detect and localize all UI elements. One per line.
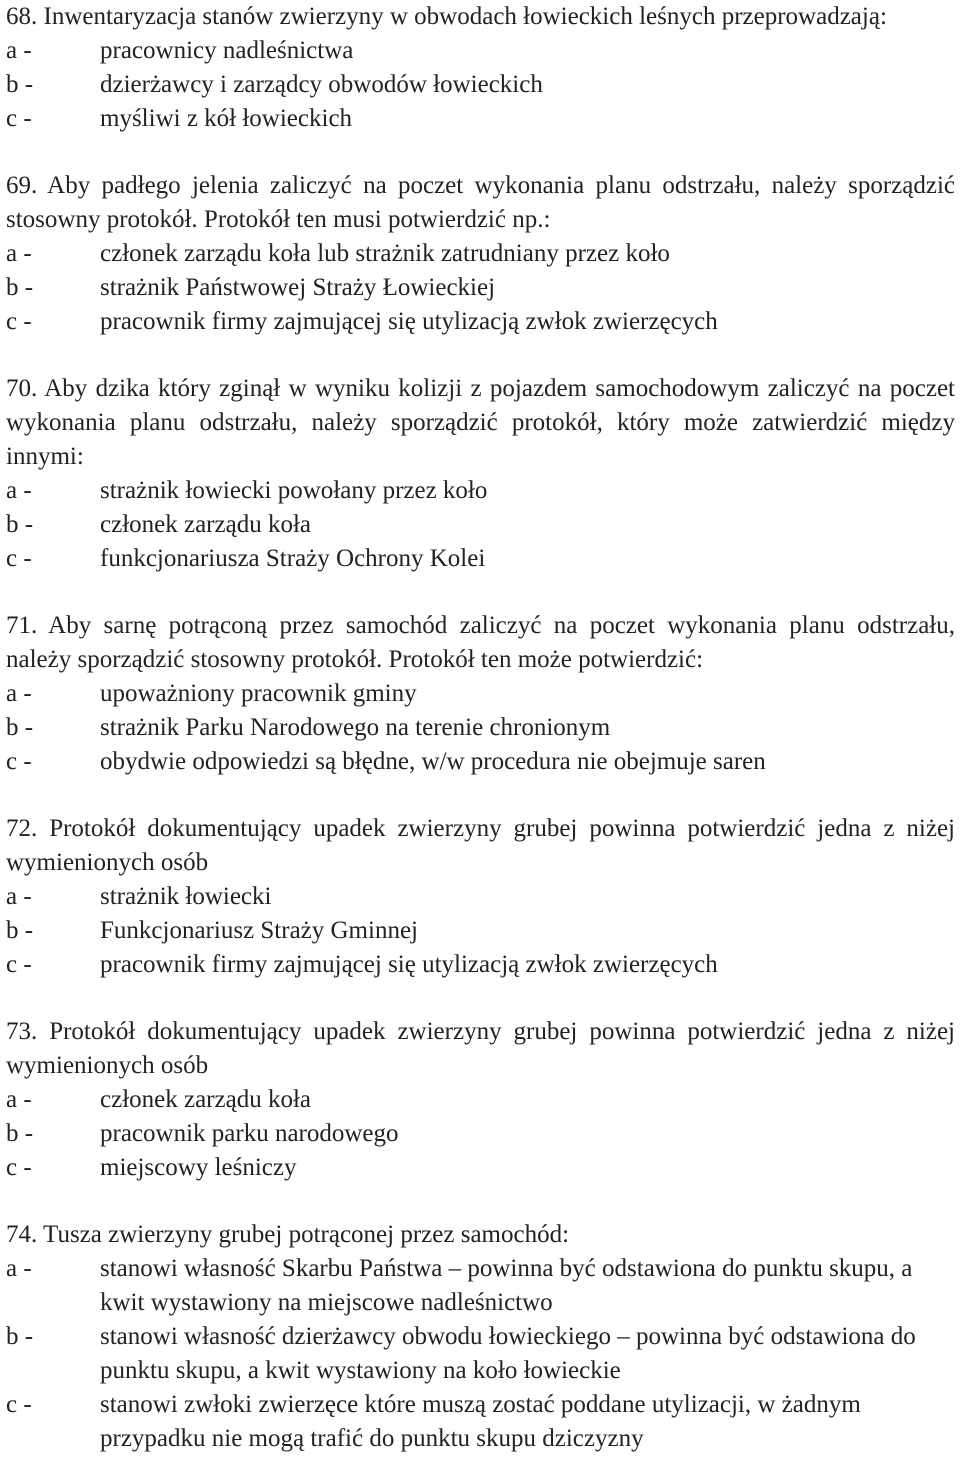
question-74: [6, 1218, 955, 1456]
answer-option-a: [6, 237, 955, 271]
answer-option-c: [6, 305, 955, 339]
option-text: stanowi zwłoki zwierzęce które muszą zostać poddane utylizacji, w żadnym przypadku nie mogą trafić do punktu skupu dziczyzny: [100, 1391, 861, 1452]
answer-option-a: [6, 1252, 955, 1320]
question-stem: 72. Protokół dokumentujący upadek zwierzyny grubej powinna potwierdzić jedna z niżej wymienionych osób: [6, 815, 955, 876]
option-letter: c -: [6, 1391, 32, 1418]
option-text: funkcjonariusza Straży Ochrony Kolei: [100, 545, 486, 572]
question-stem: 68. Inwentaryzacja stanów zwierzyny w obwodach łowieckich leśnych przeprowadzają:: [6, 3, 887, 30]
question-stem: 69. Aby padłego jelenia zaliczyć na poczet wykonania planu odstrzału, należy sporządzić stosowny protokół. Protokół ten musi potwierdzić np.:: [6, 172, 955, 233]
answer-list: [6, 880, 955, 982]
answer-option-c: [6, 948, 955, 982]
answer-option-c: [6, 1151, 955, 1185]
question-71: [6, 609, 955, 779]
option-text: stanowi własność Skarbu Państwa – powinna być odstawiona do punktu skupu, a kwit wystawiony na miejscowe nadleśnictwo: [100, 1255, 913, 1316]
answer-list: [6, 1252, 955, 1456]
option-letter: b -: [6, 714, 34, 741]
question-72: [6, 812, 955, 982]
answer-option-b: [6, 1320, 955, 1388]
answer-option-a: [6, 34, 955, 68]
question-stem: 74. Tusza zwierzyny grubej potrąconej przez samochód:: [6, 1221, 570, 1248]
answer-option-a: [6, 474, 955, 508]
option-letter: b -: [6, 1120, 34, 1147]
answer-option-a: [6, 677, 955, 711]
option-letter: b -: [6, 511, 34, 538]
question-70: [6, 372, 955, 576]
option-text: pracownik parku narodowego: [100, 1120, 399, 1147]
answer-option-b: [6, 1117, 955, 1151]
option-text: członek zarządu koła: [100, 1086, 311, 1113]
option-text: pracownik firmy zajmującej się utylizacją zwłok zwierzęcych: [100, 308, 718, 335]
option-letter: b -: [6, 917, 34, 944]
option-letter: a -: [6, 37, 32, 64]
answer-list: [6, 34, 955, 136]
answer-option-c: [6, 1388, 955, 1456]
option-letter: a -: [6, 240, 32, 267]
question-stem: 73. Protokół dokumentujący upadek zwierzyny grubej powinna potwierdzić jedna z niżej wymienionych osób: [6, 1018, 955, 1079]
answer-list: [6, 677, 955, 779]
option-text: miejscowy leśniczy: [100, 1154, 297, 1181]
option-text: strażnik łowiecki powołany przez koło: [100, 477, 488, 504]
option-text: pracownik firmy zajmującej się utylizacją zwłok zwierzęcych: [100, 951, 718, 978]
option-letter: c -: [6, 105, 32, 132]
option-text: strażnik łowiecki: [100, 883, 272, 910]
option-letter: c -: [6, 308, 32, 335]
question-68: [6, 0, 955, 136]
option-letter: a -: [6, 1086, 32, 1113]
option-text: strażnik Parku Narodowego na terenie chronionym: [100, 714, 611, 741]
answer-list: [6, 237, 955, 339]
question-spacer: [6, 779, 955, 812]
option-letter: a -: [6, 680, 32, 707]
answer-option-a: [6, 880, 955, 914]
option-letter: b -: [6, 71, 34, 98]
option-text: dzierżawcy i zarządcy obwodów łowieckich: [100, 71, 543, 98]
answer-option-a: [6, 1083, 955, 1117]
option-text: członek zarządu koła lub strażnik zatrudniany przez koło: [100, 240, 670, 267]
question-spacer: [6, 1185, 955, 1218]
answer-option-c: [6, 102, 955, 136]
option-text: stanowi własność dzierżawcy obwodu łowieckiego – powinna być odstawiona do punktu skupu, a kwit wystawiony na koło łowieckie: [100, 1323, 916, 1384]
question-stem: 71. Aby sarnę potrąconą przez samochód zaliczyć na poczet wykonania planu odstrzału, należy sporządzić stosowny protokół. Protokół ten może potwierdzić:: [6, 612, 955, 673]
answer-option-b: [6, 914, 955, 948]
answer-option-b: [6, 271, 955, 305]
question-spacer: [6, 136, 955, 169]
option-text: członek zarządu koła: [100, 511, 311, 538]
answer-list: [6, 1083, 955, 1185]
option-letter: c -: [6, 748, 32, 775]
option-text: upoważniony pracownik gminy: [100, 680, 417, 707]
option-letter: a -: [6, 883, 32, 910]
question-73: [6, 1015, 955, 1185]
option-letter: a -: [6, 477, 32, 504]
option-text: strażnik Państwowej Straży Łowieckiej: [100, 274, 496, 301]
answer-option-c: [6, 745, 955, 779]
answer-option-b: [6, 711, 955, 745]
answer-list: [6, 474, 955, 576]
option-text: pracownicy nadleśnictwa: [100, 37, 354, 64]
option-letter: a -: [6, 1255, 32, 1282]
option-letter: b -: [6, 274, 34, 301]
option-letter: b -: [6, 1323, 34, 1350]
option-letter: c -: [6, 1154, 32, 1181]
option-text: obydwie odpowiedzi są błędne, w/w procedura nie obejmuje saren: [100, 748, 766, 775]
question-spacer: [6, 576, 955, 609]
option-letter: c -: [6, 545, 32, 572]
answer-option-b: [6, 68, 955, 102]
option-text: Funkcjonariusz Straży Gminnej: [100, 917, 418, 944]
question-stem: 70. Aby dzika który zginął w wyniku kolizji z pojazdem samochodowym zaliczyć na poczet wykonania planu odstrzału, należy sporządzić protokół, który może zatwierdzić między innymi:: [6, 375, 955, 470]
question-spacer: [6, 339, 955, 372]
option-letter: c -: [6, 951, 32, 978]
option-text: myśliwi z kół łowieckich: [100, 105, 353, 132]
question-spacer: [6, 982, 955, 1015]
answer-option-c: [6, 542, 955, 576]
answer-option-b: [6, 508, 955, 542]
question-69: [6, 169, 955, 339]
